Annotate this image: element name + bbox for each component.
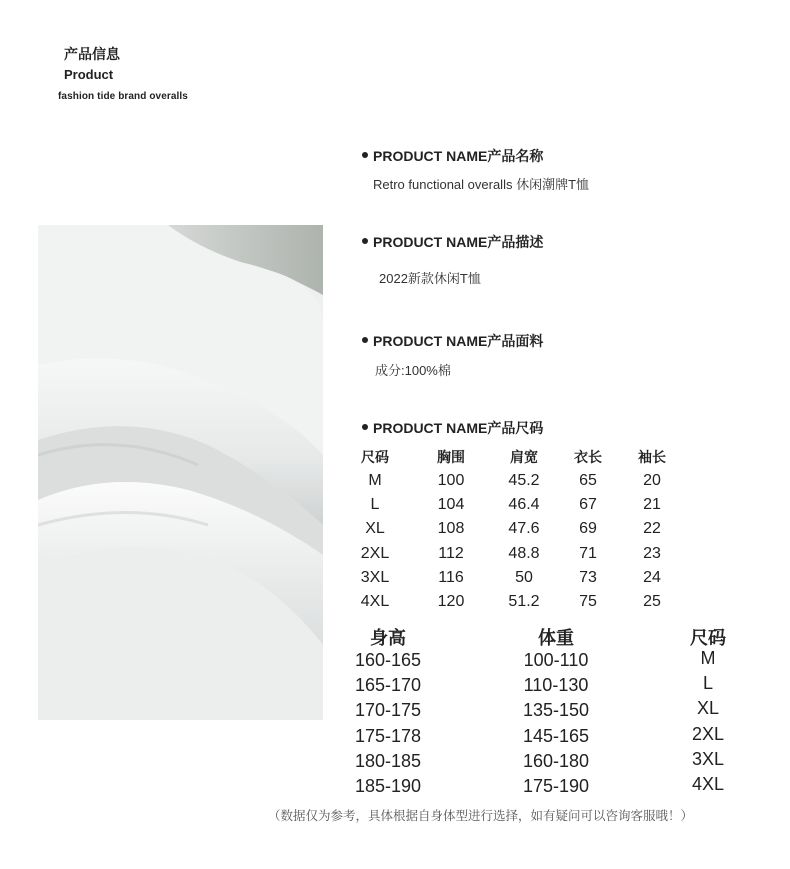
size-table-header: 肩宽 — [510, 449, 538, 465]
size-table-header: 袖长 — [638, 449, 666, 465]
size-table-header: 尺码 — [361, 449, 389, 465]
fabric-photo — [38, 225, 323, 720]
size-table-cell: 51.2 — [508, 593, 540, 610]
size-table-cell: 25 — [643, 593, 661, 610]
section-heading-cn: 产品信息 — [64, 46, 120, 62]
size-table-cell: 104 — [437, 496, 465, 514]
bullet-icon — [362, 238, 368, 244]
size-table-cell: 2XL — [360, 544, 390, 562]
fit-table-cell: 180-185 — [354, 750, 422, 771]
size-table-cell: 24 — [643, 568, 661, 586]
size-table-cell: 21 — [643, 496, 661, 514]
size-table-cell: 120 — [437, 593, 465, 610]
product-size-title-text: PRODUCT NAME产品尺码 — [373, 420, 544, 436]
size-table-cell: L — [370, 496, 380, 514]
reference-note: （数据仅为参考，具体根据自身体型进行选择，如有疑问可以咨询客服哦！） — [268, 809, 694, 823]
size-table-cell: 73 — [579, 568, 597, 586]
size-table-cell: 100 — [437, 472, 465, 489]
bullet-icon — [362, 152, 368, 158]
size-table-cell: 48.8 — [508, 544, 540, 562]
product-description-title-text: PRODUCT NAME产品描述 — [373, 234, 544, 250]
fit-table-cell: L — [702, 673, 713, 694]
product-size-title — [362, 418, 543, 438]
product-name-title-text: PRODUCT NAME产品名称 — [373, 148, 544, 164]
section-subtitle: fashion tide brand overalls — [58, 91, 188, 102]
size-table-cell: 23 — [643, 544, 661, 562]
size-table-cell: 69 — [579, 520, 597, 538]
fit-table-cell: 110-130 — [523, 675, 589, 696]
fit-table-cell: 135-150 — [522, 700, 590, 721]
fit-table-cell: 160-180 — [522, 750, 590, 771]
size-table-cell: 3XL — [360, 568, 390, 586]
size-table-cell: M — [368, 472, 382, 489]
size-table-cell: 45.2 — [508, 472, 540, 489]
section-heading-en: Product — [64, 67, 114, 82]
fit-table-header: 体重 — [538, 628, 574, 648]
fit-table-cell: 165-170 — [354, 675, 422, 696]
size-table-cell: XL — [365, 520, 385, 538]
fit-table-cell: 3XL — [691, 748, 725, 769]
fit-table-cell: 170-175 — [354, 700, 422, 721]
product-description-value: 2022新款休闲T恤 — [379, 271, 481, 286]
product-fabric-title — [362, 331, 543, 351]
size-table-cell: 67 — [579, 496, 597, 514]
size-table-cell: 22 — [643, 520, 661, 538]
size-table-cell: 112 — [438, 544, 464, 562]
size-table-cell: 75 — [579, 593, 597, 610]
size-table-cell: 4XL — [360, 593, 390, 610]
size-table-cell: 71 — [579, 544, 597, 562]
fit-table-cell: 2XL — [691, 723, 725, 744]
fit-table-cell: 185-190 — [354, 776, 422, 796]
size-table-cell: 46.4 — [508, 496, 540, 514]
size-table-cell: 116 — [438, 568, 464, 586]
fit-table-header: 尺码 — [690, 628, 726, 648]
fit-table-cell: 100-110 — [523, 650, 589, 670]
size-table-header: 胸围 — [437, 449, 465, 465]
size-table-header: 衣长 — [574, 449, 602, 465]
product-name-value: Retro functional overalls 休闲潮牌T恤 — [373, 177, 590, 192]
size-table-cell: 47.6 — [508, 520, 540, 538]
fit-table-header: 身高 — [370, 628, 406, 648]
bullet-icon — [362, 337, 368, 343]
fit-table-cell: 4XL — [691, 774, 725, 794]
fabric-illustration — [38, 225, 323, 720]
size-table-cell: 65 — [579, 472, 597, 489]
product-description-title — [362, 232, 543, 252]
fit-table-cell: M — [700, 648, 716, 668]
fit-table-cell: 175-190 — [522, 776, 590, 796]
fit-table-cell: 145-165 — [522, 725, 590, 746]
fit-table-cell: 160-165 — [354, 650, 422, 670]
fit-table-cell: XL — [696, 698, 720, 719]
size-table-cell: 20 — [643, 472, 661, 489]
bullet-icon — [362, 424, 368, 430]
product-name-title — [362, 146, 543, 166]
product-fabric-title-text: PRODUCT NAME产品面料 — [373, 333, 544, 349]
product-fabric-value: 成分:100%棉 — [375, 363, 451, 378]
size-table-cell: 108 — [437, 520, 465, 538]
size-table-cell: 50 — [515, 568, 533, 586]
fit-table-cell: 175-178 — [354, 725, 422, 746]
